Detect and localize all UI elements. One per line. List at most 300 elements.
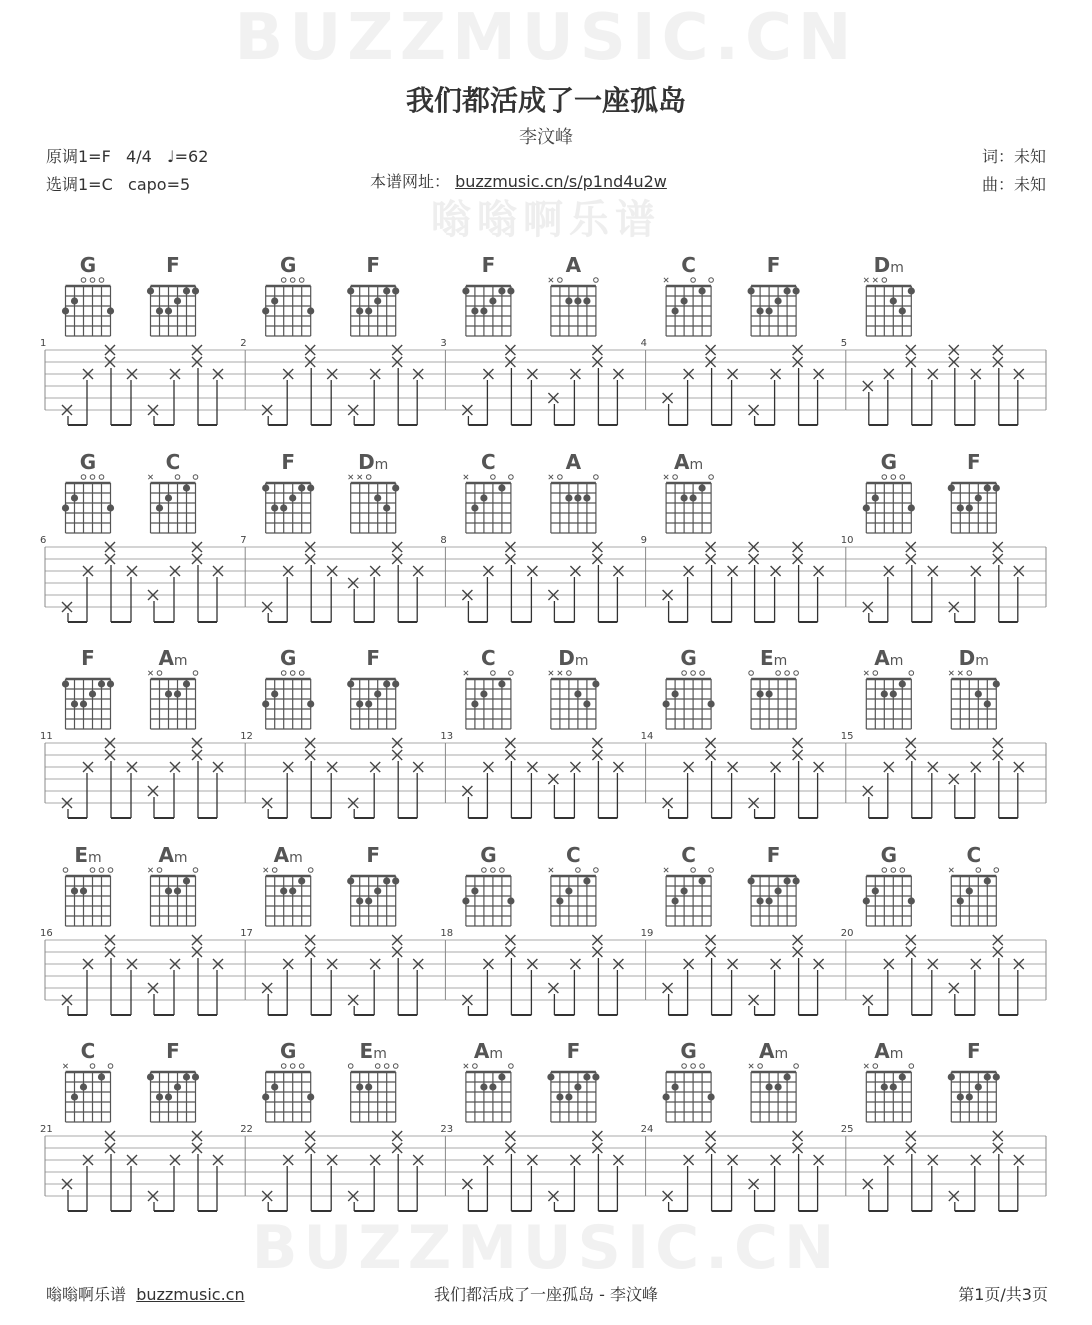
chord-name: [166, 253, 180, 277]
measure-23: [440, 1039, 645, 1211]
chord-diagram-a: [549, 253, 599, 336]
finger-dot: [392, 287, 399, 294]
finger-dot: [592, 1073, 599, 1080]
chord-diagram-c: [549, 843, 599, 926]
open-string-icon: [900, 475, 905, 480]
open-string-icon: [594, 868, 599, 873]
open-string-icon: [976, 868, 981, 873]
finger-dot: [583, 1073, 590, 1080]
open-string-icon: [491, 671, 496, 676]
chord-diagram-am: [464, 1039, 514, 1122]
finger-dot: [156, 504, 163, 511]
chord-diagram-f: [547, 1039, 599, 1122]
finger-dot: [984, 1073, 991, 1080]
measure-16: [40, 843, 245, 1015]
footer-site-link[interactable]: buzzmusic.cn: [136, 1285, 245, 1304]
measure-5: [841, 253, 1046, 425]
finger-dot: [471, 504, 478, 511]
open-string-icon: [794, 671, 799, 676]
finger-dot: [374, 297, 381, 304]
muted-string-icon: [749, 1064, 753, 1068]
open-string-icon: [193, 475, 198, 480]
measure-8: [440, 450, 645, 622]
finger-dot: [192, 287, 199, 294]
finger-dot: [480, 494, 487, 501]
composer: 曲：未知: [981, 175, 1046, 194]
open-string-icon: [193, 868, 198, 873]
measure-18: [440, 843, 645, 1015]
finger-dot: [98, 1073, 105, 1080]
chord-name: [566, 253, 582, 277]
finger-dot: [766, 307, 773, 314]
original-key: 原调1=F 4/4 ♩=62: [46, 147, 209, 166]
measure-number: 9: [640, 535, 647, 546]
open-string-icon: [909, 1064, 914, 1069]
finger-dot: [565, 1093, 572, 1100]
finger-dot: [374, 494, 381, 501]
muted-string-icon: [873, 278, 877, 282]
finger-dot: [156, 307, 163, 314]
measure-number: 2: [240, 338, 247, 349]
watermark-bottom: BUZZMUSIC.CN: [251, 1213, 841, 1283]
finger-dot: [289, 887, 296, 894]
finger-dot: [307, 307, 314, 314]
open-string-icon: [758, 1064, 763, 1069]
measure-9: [641, 450, 846, 622]
chord-quality: m: [689, 457, 704, 473]
finger-dot: [165, 307, 172, 314]
chord-diagram-f: [147, 1039, 199, 1122]
open-string-icon: [108, 868, 113, 873]
finger-dot: [298, 484, 305, 491]
finger-dot: [565, 297, 572, 304]
measure-number: 3: [440, 338, 447, 349]
measure-number: 5: [840, 338, 848, 349]
measure-4: [641, 253, 846, 425]
open-string-icon: [299, 278, 304, 283]
footer-song: 我们都活成了一座孤岛 - 李汶峰: [434, 1285, 658, 1304]
chord-diagram-am: [148, 843, 198, 926]
muted-string-icon: [864, 278, 868, 282]
chord-root: F: [366, 253, 381, 277]
chord-root: G: [480, 843, 497, 867]
open-string-icon: [891, 868, 896, 873]
chord-name: [681, 843, 696, 867]
chord-root: F: [81, 646, 95, 670]
chord-diagram-f: [62, 646, 114, 729]
finger-dot: [565, 887, 572, 894]
chord-name: [680, 1039, 696, 1063]
open-string-icon: [909, 671, 914, 676]
chord-root: G: [279, 253, 297, 277]
open-string-icon: [308, 868, 313, 873]
finger-dot: [766, 1083, 773, 1090]
chord-diagram-c: [664, 253, 713, 336]
finger-dot: [107, 680, 114, 687]
chord-diagram-em: [63, 843, 113, 926]
measure-13: [440, 646, 645, 818]
finger-dot: [183, 1073, 190, 1080]
finger-dot: [62, 307, 69, 314]
finger-dot: [672, 307, 679, 314]
finger-dot: [365, 700, 372, 707]
chord-root: D: [873, 253, 891, 277]
finger-dot: [71, 494, 78, 501]
footer-site-name: 嗡嗡啊乐谱: [46, 1285, 127, 1304]
chord-name: [81, 1039, 96, 1063]
chord-name: [360, 1039, 387, 1063]
finger-dot: [908, 504, 915, 511]
measure-number: 6: [40, 535, 47, 546]
finger-dot: [462, 287, 469, 294]
chord-quality: m: [574, 653, 589, 669]
watermark-top: BUZZMUSIC.CN: [234, 1, 858, 75]
finger-dot: [262, 307, 269, 314]
chord-diagram-g: [863, 450, 915, 533]
chord-diagram-em: [749, 646, 799, 729]
chord-name: [481, 450, 496, 474]
finger-dot: [784, 877, 791, 884]
chord-diagram-f: [347, 843, 399, 926]
chord-root: D: [358, 450, 375, 474]
muted-string-icon: [358, 475, 362, 479]
measure-number: 7: [240, 535, 247, 546]
finger-dot: [356, 307, 363, 314]
finger-dot: [872, 887, 879, 894]
open-string-icon: [299, 671, 304, 676]
finger-dot: [681, 494, 688, 501]
open-string-icon: [709, 475, 714, 480]
measure-number: 20: [840, 928, 854, 939]
chord-quality: m: [975, 653, 989, 669]
chord-name: [480, 843, 496, 867]
measure-number: 11: [40, 731, 53, 742]
open-string-icon: [594, 278, 599, 283]
finger-dot: [80, 887, 87, 894]
finger-dot: [574, 1083, 581, 1090]
finger-dot: [280, 504, 287, 511]
open-string-icon: [348, 1064, 353, 1069]
finger-dot: [863, 897, 870, 904]
finger-dot: [347, 680, 354, 687]
finger-dot: [565, 494, 572, 501]
chord-root: F: [281, 450, 296, 474]
finger-dot: [672, 690, 679, 697]
chord-root: A: [158, 646, 174, 670]
chord-root: E: [759, 646, 774, 670]
open-string-icon: [290, 671, 295, 676]
finger-dot: [165, 494, 172, 501]
finger-dot: [957, 504, 964, 511]
finger-dot: [147, 287, 154, 294]
chord-diagram-g: [262, 253, 314, 336]
open-string-icon: [491, 475, 496, 480]
open-string-icon: [967, 671, 972, 676]
open-string-icon: [108, 1064, 113, 1069]
open-string-icon: [384, 1064, 389, 1069]
finger-dot: [307, 1093, 314, 1100]
muted-string-icon: [349, 475, 353, 479]
finger-dot: [462, 897, 469, 904]
measure-number: 25: [840, 1124, 854, 1135]
finger-dot: [98, 680, 105, 687]
finger-dot: [547, 1073, 554, 1080]
chord-root: G: [279, 646, 297, 670]
chord-root: C: [681, 843, 696, 867]
finger-dot: [984, 700, 991, 707]
open-string-icon: [157, 868, 162, 873]
chord-diagram-f: [147, 253, 199, 336]
chord-diagram-am: [749, 1039, 798, 1122]
chord-root: C: [681, 253, 696, 277]
finger-dot: [699, 484, 706, 491]
measure-11: [40, 646, 245, 818]
finger-dot: [775, 297, 782, 304]
chord-root: G: [880, 450, 898, 474]
chord-name: [567, 1039, 581, 1063]
finger-dot: [672, 897, 679, 904]
chord-name: [158, 843, 187, 867]
chord-name: [759, 1039, 788, 1063]
chord-quality: m: [173, 653, 188, 669]
chord-name: [482, 253, 496, 277]
finger-dot: [365, 307, 372, 314]
finger-dot: [480, 307, 487, 314]
muted-string-icon: [558, 671, 562, 675]
chord-diagram-am: [664, 450, 713, 533]
chord-name: [74, 843, 101, 867]
finger-dot: [289, 494, 296, 501]
muted-string-icon: [664, 475, 668, 479]
measure-25: [841, 1039, 1046, 1211]
measure-12: [240, 646, 445, 818]
finger-dot: [165, 1093, 172, 1100]
finger-dot: [872, 494, 879, 501]
chord-root: A: [565, 253, 582, 277]
measure-number: 23: [440, 1124, 454, 1135]
open-string-icon: [882, 278, 887, 283]
chord-root: F: [166, 253, 180, 277]
url-link[interactable]: buzzmusic.cn/s/p1nd4u2w: [455, 172, 667, 191]
footer-site: [46, 1285, 245, 1304]
measure-number: 1: [40, 338, 47, 349]
finger-dot: [899, 1073, 906, 1080]
open-string-icon: [473, 1064, 478, 1069]
finger-dot: [374, 690, 381, 697]
finger-dot: [948, 1073, 955, 1080]
chord-name: [366, 253, 380, 277]
open-string-icon: [682, 671, 687, 676]
chord-root: G: [79, 253, 97, 277]
finger-dot: [966, 887, 973, 894]
chord-diagram-am: [864, 646, 914, 729]
measure-number: 16: [40, 928, 53, 939]
chord-name: [966, 843, 981, 867]
open-string-icon: [299, 1064, 304, 1069]
open-string-icon: [691, 671, 696, 676]
chord-root: F: [366, 646, 381, 670]
open-string-icon: [99, 868, 104, 873]
finger-dot: [307, 484, 314, 491]
chord-quality: m: [374, 457, 389, 473]
finger-dot: [262, 484, 269, 491]
chord-diagram-f: [347, 646, 399, 729]
open-string-icon: [90, 278, 95, 283]
finger-dot: [347, 877, 354, 884]
muted-string-icon: [958, 671, 962, 675]
finger-dot: [993, 680, 1000, 687]
finger-dot: [984, 484, 991, 491]
selected-key: 选调1=C capo=5: [46, 175, 191, 194]
watermark-middle: 嗡嗡啊乐谱: [431, 197, 661, 243]
finger-dot: [908, 287, 915, 294]
finger-dot: [993, 484, 1000, 491]
chord-diagram-c: [664, 843, 713, 926]
chord-name: [366, 843, 380, 867]
finger-dot: [307, 700, 314, 707]
chord-name: [158, 646, 187, 670]
open-string-icon: [891, 475, 896, 480]
chord-root: A: [674, 450, 690, 474]
chord-quality: m: [373, 1046, 387, 1062]
chord-diagram-g: [262, 646, 314, 729]
chord-root: C: [481, 450, 496, 474]
measure-number: 22: [240, 1124, 253, 1135]
chord-diagram-g: [663, 646, 715, 729]
chord-name: [967, 1039, 981, 1063]
open-string-icon: [794, 1064, 799, 1069]
finger-dot: [766, 690, 773, 697]
open-string-icon: [682, 1064, 687, 1069]
finger-dot: [471, 887, 478, 894]
measure-number: 14: [640, 731, 654, 742]
measure-7: [240, 450, 445, 622]
chord-quality: m: [890, 260, 904, 276]
chord-name: [481, 646, 496, 670]
open-string-icon: [281, 1064, 286, 1069]
artist-name: 李汶峰: [519, 127, 573, 148]
chord-name: [274, 843, 303, 867]
measure-17: [240, 843, 445, 1015]
finger-dot: [365, 897, 372, 904]
finger-dot: [757, 897, 764, 904]
open-string-icon: [366, 475, 371, 480]
finger-dot: [156, 1093, 163, 1100]
finger-dot: [784, 1073, 791, 1080]
open-string-icon: [567, 671, 572, 676]
finger-dot: [62, 504, 69, 511]
chord-name: [474, 1039, 503, 1063]
chord-name: [874, 646, 903, 670]
open-string-icon: [558, 278, 563, 283]
muted-string-icon: [464, 1064, 468, 1068]
finger-dot: [347, 287, 354, 294]
finger-dot: [890, 690, 897, 697]
muted-string-icon: [664, 278, 668, 282]
measure-number: 17: [240, 928, 253, 939]
open-string-icon: [290, 1064, 295, 1069]
chord-name: [80, 450, 96, 474]
chord-diagram-f: [262, 450, 314, 533]
open-string-icon: [691, 1064, 696, 1069]
finger-dot: [574, 494, 581, 501]
measure-21: [40, 1039, 245, 1211]
chord-root: A: [759, 1039, 775, 1063]
finger-dot: [165, 887, 172, 894]
finger-dot: [993, 1073, 1000, 1080]
finger-dot: [766, 897, 773, 904]
finger-dot: [174, 1083, 181, 1090]
open-string-icon: [63, 868, 68, 873]
finger-dot: [507, 287, 514, 294]
finger-dot: [174, 297, 181, 304]
muted-string-icon: [549, 278, 553, 282]
chord-quality: m: [289, 850, 303, 866]
chord-diagram-g: [62, 253, 114, 336]
measure-20: [841, 843, 1046, 1015]
finger-dot: [957, 1093, 964, 1100]
muted-string-icon: [664, 868, 668, 872]
measure-number: 12: [240, 731, 253, 742]
open-string-icon: [873, 1064, 878, 1069]
finger-dot: [183, 484, 190, 491]
finger-dot: [975, 690, 982, 697]
measure-2: [240, 253, 445, 425]
muted-string-icon: [148, 475, 152, 479]
finger-dot: [174, 887, 181, 894]
open-string-icon: [272, 868, 277, 873]
open-string-icon: [509, 475, 514, 480]
chord-root: F: [966, 450, 981, 474]
finger-dot: [365, 1083, 372, 1090]
chord-root: G: [880, 843, 898, 867]
open-string-icon: [99, 475, 104, 480]
measure-number: 19: [640, 928, 654, 939]
finger-dot: [298, 877, 305, 884]
open-string-icon: [509, 671, 514, 676]
open-string-icon: [882, 868, 887, 873]
finger-dot: [271, 297, 278, 304]
finger-dot: [984, 877, 991, 884]
muted-string-icon: [148, 671, 152, 675]
muted-string-icon: [949, 671, 953, 675]
open-string-icon: [90, 475, 95, 480]
chord-name: [80, 253, 96, 277]
finger-dot: [489, 1083, 496, 1090]
chord-diagram-dm: [949, 646, 1000, 729]
finger-dot: [957, 897, 964, 904]
finger-dot: [699, 877, 706, 884]
measure-number: 8: [440, 535, 447, 546]
finger-dot: [271, 690, 278, 697]
chord-root: C: [481, 646, 496, 670]
chord-root: G: [680, 646, 697, 670]
chord-root: C: [80, 1039, 96, 1063]
lyricist: 词：未知: [981, 147, 1046, 166]
finger-dot: [71, 887, 78, 894]
chord-diagram-f: [462, 253, 514, 336]
finger-dot: [681, 887, 688, 894]
measure-14: [641, 646, 846, 818]
muted-string-icon: [464, 475, 468, 479]
finger-dot: [183, 680, 190, 687]
finger-dot: [356, 897, 363, 904]
finger-dot: [784, 287, 791, 294]
finger-dot: [271, 504, 278, 511]
finger-dot: [392, 877, 399, 884]
muted-string-icon: [549, 671, 553, 675]
finger-dot: [262, 700, 269, 707]
